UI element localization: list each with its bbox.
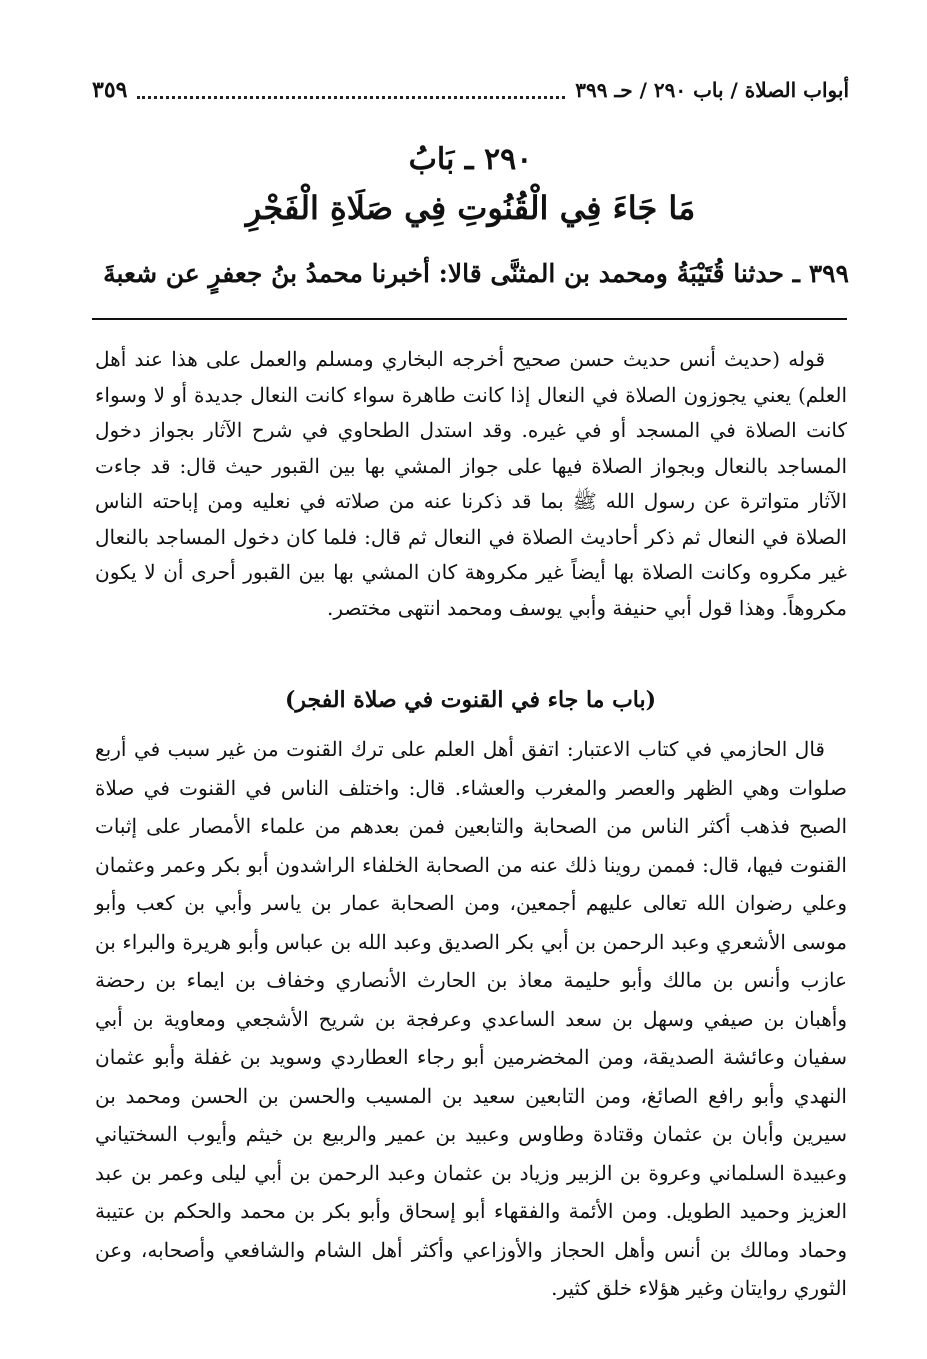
running-header-title: أبواب الصلاة / باب ٢٩٠ / حـ ٣٩٩ (575, 78, 849, 102)
chapter-heading (92, 138, 849, 234)
hadith-text: ٣٩٩ ـ حدثنا قُتَيْبَةُ ومحمد بن المثنَّى قالا: أخبرنا محمدُ بنُ جعفرٍ عن شعبةَ (103, 259, 849, 288)
chapter-number: ٢٩٠ ـ بَابُ (408, 142, 533, 177)
page-number: ٣٥٩ (92, 77, 128, 103)
commentary-paragraph: قال الحازمي في كتاب الاعتبار: اتفق أهل العلم على ترك القنوت من غير سبب في أربع صلوات وهي الظهر والعصر والمغرب والعشاء. قال: واختلف الناس في القنوت في صلاة الصبح فذهب أكثر الناس من الصحابة والتابعين فمن بعدهم من علماء الأمصار على إثبات القنوت فيها، قال: فممن روينا ذلك عنه من الصحابة الخلفاء الراشدون أبو بكر وعمر وعثمان وعلي رضوان الله تعالى عليهم أجمعين، ومن الصحابة عمار بن ياسر وأبي بن كعب وأبو موسى الأشعري وعبد الرحمن بن أبي بكر الصديق وعبد الله بن عباس وأبو هريرة والبراء بن عازب وأنس بن مالك وأبو حليمة معاذ بن الحارث الأنصاري وخفاف بن ايماء بن رحضة وأهبان بن صيفي وسهل بن سعد الساعدي وعرفجة بن شريح الأشجعي ومعاوية بن أبي سفيان وعائشة الصديقة، ومن المخضرمين أبو رجاء العطاردي وسويد بن غفلة وأبو عثمان النهدي وأبو رافع الصائغ، ومن التابعين سعيد بن المسيب والحسن بن الحسن ومحمد بن سيرين وأبان بن عثمان وقتادة وطاوس وعبيد بن عمير والربيع بن خيثم وأيوب السختياني وعبيدة السلماني وعروة بن الزبير وزياد بن عثمان وعبد الرحمن بن أبي ليلى وعمر بن عبد العزيز وحميد الطويل. ومن الأئمة والفقهاء أبو إسحاق وأبو بكر بن محمد والحكم بن عتيبة وحماد ومالك بن أنس وأهل الحجاز والأوزاعي وأكثر أهل الشام والشافعي وأصحابه، وعن الثوري روايتان وغير هؤلاء خلق كثير. (95, 737, 848, 1300)
section-heading: (باب ما جاء في القنوت في صلاة الفجر) (284, 687, 657, 713)
footnote-divider (92, 318, 847, 320)
commentary-block-2 (95, 730, 847, 1308)
chapter-title: مَا جَاءَ فِي الْقُنُوتِ فِي صَلَاةِ الْفَجْرِ (245, 189, 696, 227)
running-header (92, 72, 849, 108)
commentary-paragraph: قوله (حديث أنس حديث حسن صحيح أخرجه البخاري ومسلم والعمل على هذا عند أهل العلم) يعني يجوزون الصلاة في النعال إذا كانت طاهرة سواء كانت النعال جديدة أو لا وسواء كانت الصلاة في المسجد أو في غيره. وقد استدل الطحاوي في شرح الآثار بجواز دخول المساجد بالنعال وبجواز الصلاة فيها على جواز المشي بها بين القبور حيث قال: قد جاءت الآثار متواترة عن رسول الله ﷺ بما قد ذكرنا عنه من صلاته في نعليه ومن إباحته الناس الصلاة في النعال ثم ذكر أحاديث الصلاة في النعال ثم قال: فلما كان دخول المساجد بالنعال غير مكروه وكانت الصلاة بها أيضاً غير مكروهة كان المشي بها بين القبور أحرى أن لا يكون مكروهاً. وهذا قول أبي حنيفة وأبي يوسف ومحمد انتهى مختصر. (95, 347, 847, 620)
commentary-block-1 (95, 342, 847, 626)
header-dot-leader (137, 82, 565, 99)
